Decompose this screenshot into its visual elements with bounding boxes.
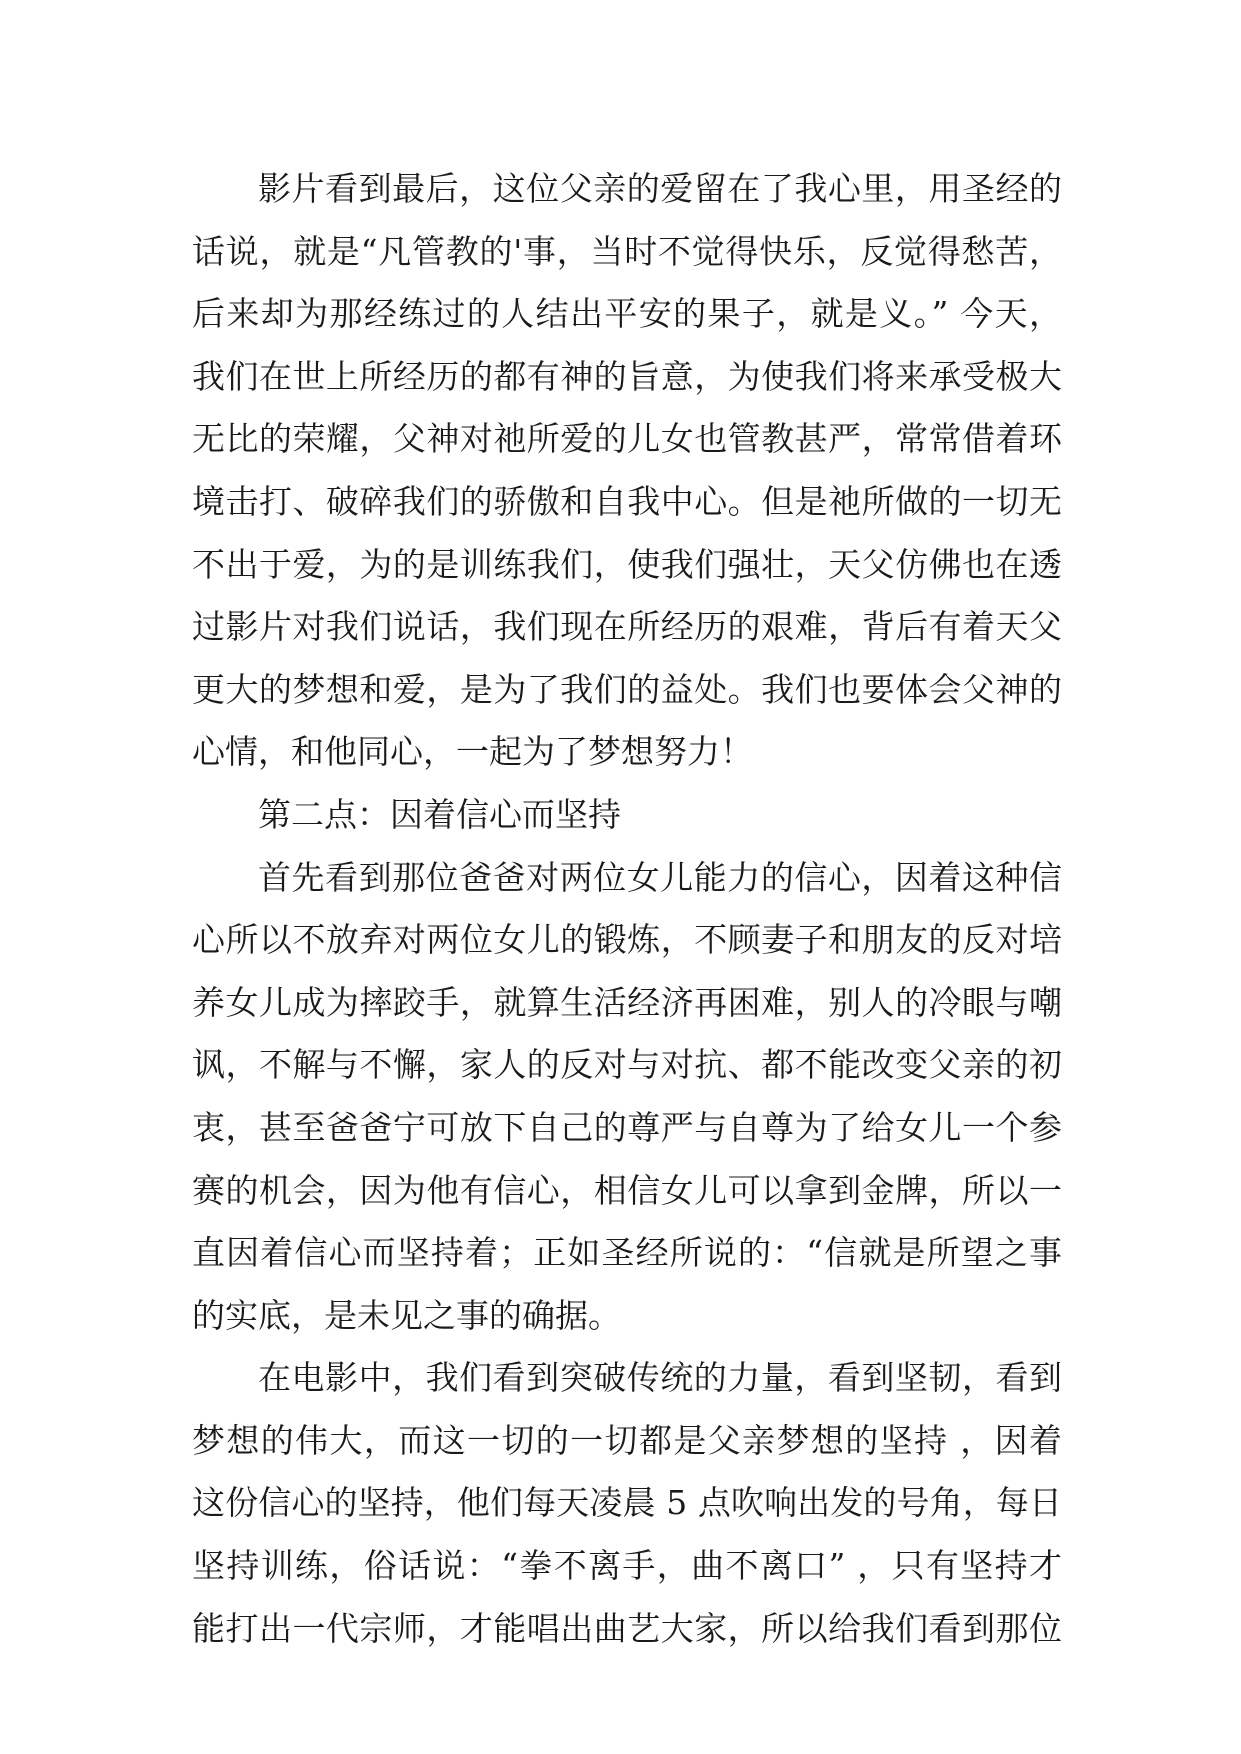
text-line: 能打出一代宗师，才能唱出曲艺大家，所以给我们看到那位 xyxy=(192,1608,1062,1648)
text-line: 梦想的伟大，而这一切的一切都是父亲梦想的坚持 ，因着 xyxy=(192,1420,1062,1460)
text-line: 心所以不放弃对两位女儿的锻炼，不顾妻子和朋友的反对培 xyxy=(192,920,1062,960)
text-line: 我们在世上所经历的都有神的旨意，为使我们将来承受极大 xyxy=(192,356,1062,396)
text-line: 衷，甚至爸爸宁可放下自己的尊严与自尊为了给女儿一个参 xyxy=(192,1107,1062,1147)
text-line: 话说，就是“凡管教的'事，当时不觉得快乐，反觉得愁苦， xyxy=(192,231,1062,271)
text-line: 第二点：因着信心而坚持 xyxy=(258,794,621,834)
document-body xyxy=(192,158,1062,1660)
text-line: 在电影中，我们看到突破传统的力量，看到坚韧，看到 xyxy=(258,1358,1062,1398)
text-line: 赛的机会，因为他有信心，相信女儿可以拿到金牌，所以一 xyxy=(192,1170,1062,1210)
text-line: 无比的荣耀，父神对祂所爱的儿女也管教甚严，常常借着环 xyxy=(192,419,1062,459)
text-line: 影片看到最后，这位父亲的爱留在了我心里，用圣经的 xyxy=(258,169,1062,208)
text-line: 不出于爱，为的是训练我们，使我们强壮，天父仿佛也在透 xyxy=(192,544,1062,584)
text-line: 讽，不解与不懈，家人的反对与对抗、都不能改变父亲的初 xyxy=(192,1045,1062,1085)
text-line: 更大的梦想和爱，是为了我们的益处。我们也要体会父神的 xyxy=(192,669,1062,709)
text-line: 这份信心的坚持，他们每天凌晨 5 点吹响出发的号角，每日 xyxy=(192,1483,1062,1523)
text-line: 坚持训练，俗话说：“拳不离手，曲不离口” ，只有坚持才 xyxy=(192,1546,1062,1586)
text-line: 直因着信心而坚持着；正如圣经所说的：“信就是所望之事 xyxy=(192,1233,1062,1273)
text-line: 的实底，是未见之事的确据。 xyxy=(192,1295,621,1335)
text-line: 后来却为那经练过的人结出平安的果子，就是义。” 今天， xyxy=(192,294,1062,334)
text-line: 心情，和他同心，一起为了梦想努力！ xyxy=(192,732,753,772)
text-line: 养女儿成为摔跤手，就算生活经济再困难，别人的冷眼与嘲 xyxy=(192,982,1062,1022)
text-line: 过影片对我们说话，我们现在所经历的艰难，背后有着天父 xyxy=(192,607,1062,647)
text-line: 首先看到那位爸爸对两位女儿能力的信心，因着这种信 xyxy=(258,857,1062,897)
text-line: 境击打、破碎我们的骄傲和自我中心。但是祂所做的一切无 xyxy=(192,481,1062,521)
